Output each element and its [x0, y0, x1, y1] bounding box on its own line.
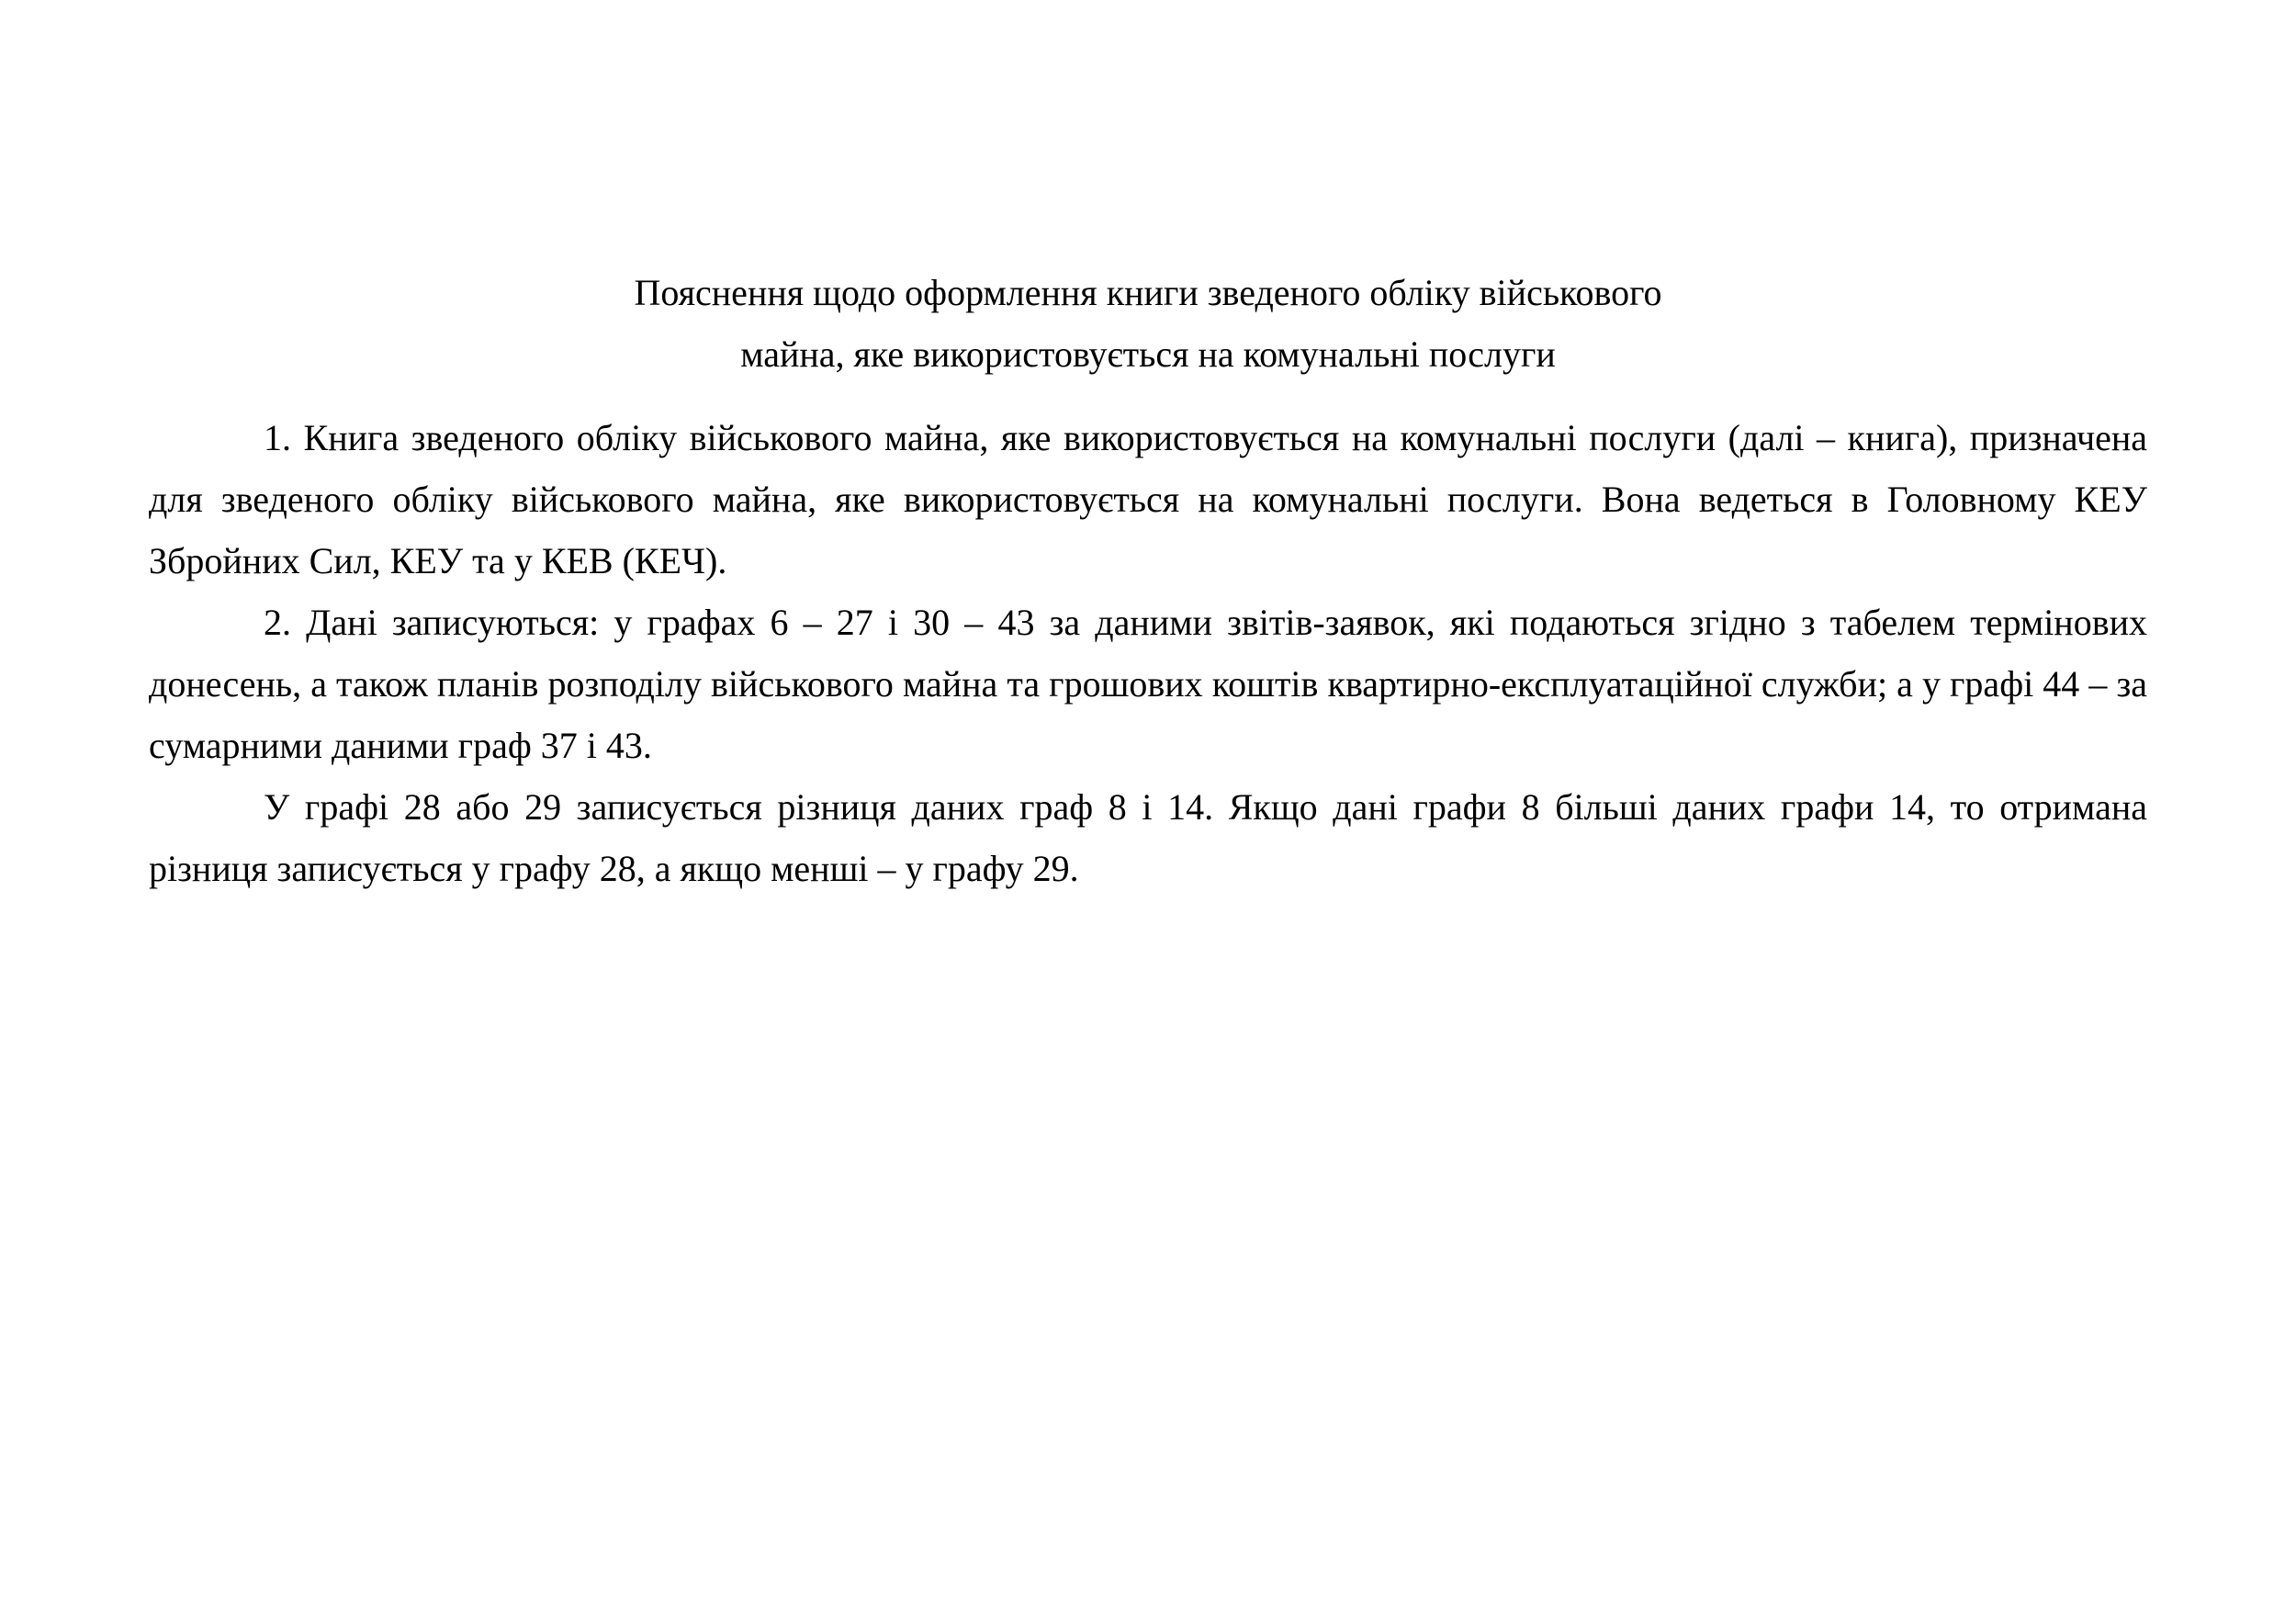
document-title: [149, 262, 2147, 385]
paragraph-1: 1. Книга зведеного обліку військового майна, яке використовується на комунальні послуги (далі – книга), призначена для зведеного обліку військового майна, яке використовується на комунальні послуги. Вона ведеться в Головному КЕУ Збройних Сил, КЕУ та у КЕВ (КЕЧ).: [149, 417, 2147, 581]
document-title-line-1: Пояснення щодо оформлення книги зведеного обліку військового: [634, 272, 1662, 313]
paragraph-2: 2. Дані записуються: у графах 6 – 27 і 30 – 43 за даними звітів-заявок, які подаються згідно з табелем термінових донесень, а також планів розподілу військового майна та грошових коштів квартирно-експлуатаційної служби; а у графі 44 – за сумарними даними граф 37 і 43.: [149, 602, 2147, 766]
document-title-line-2: майна, яке використовується на комунальні послуги: [740, 333, 1556, 375]
paragraph-3: У графі 28 або 29 записується різниця даних граф 8 і 14. Якщо дані графи 8 більші даних графи 14, то отримана різниця записується у графу 28, а якщо менші – у графу 29.: [149, 786, 2147, 889]
